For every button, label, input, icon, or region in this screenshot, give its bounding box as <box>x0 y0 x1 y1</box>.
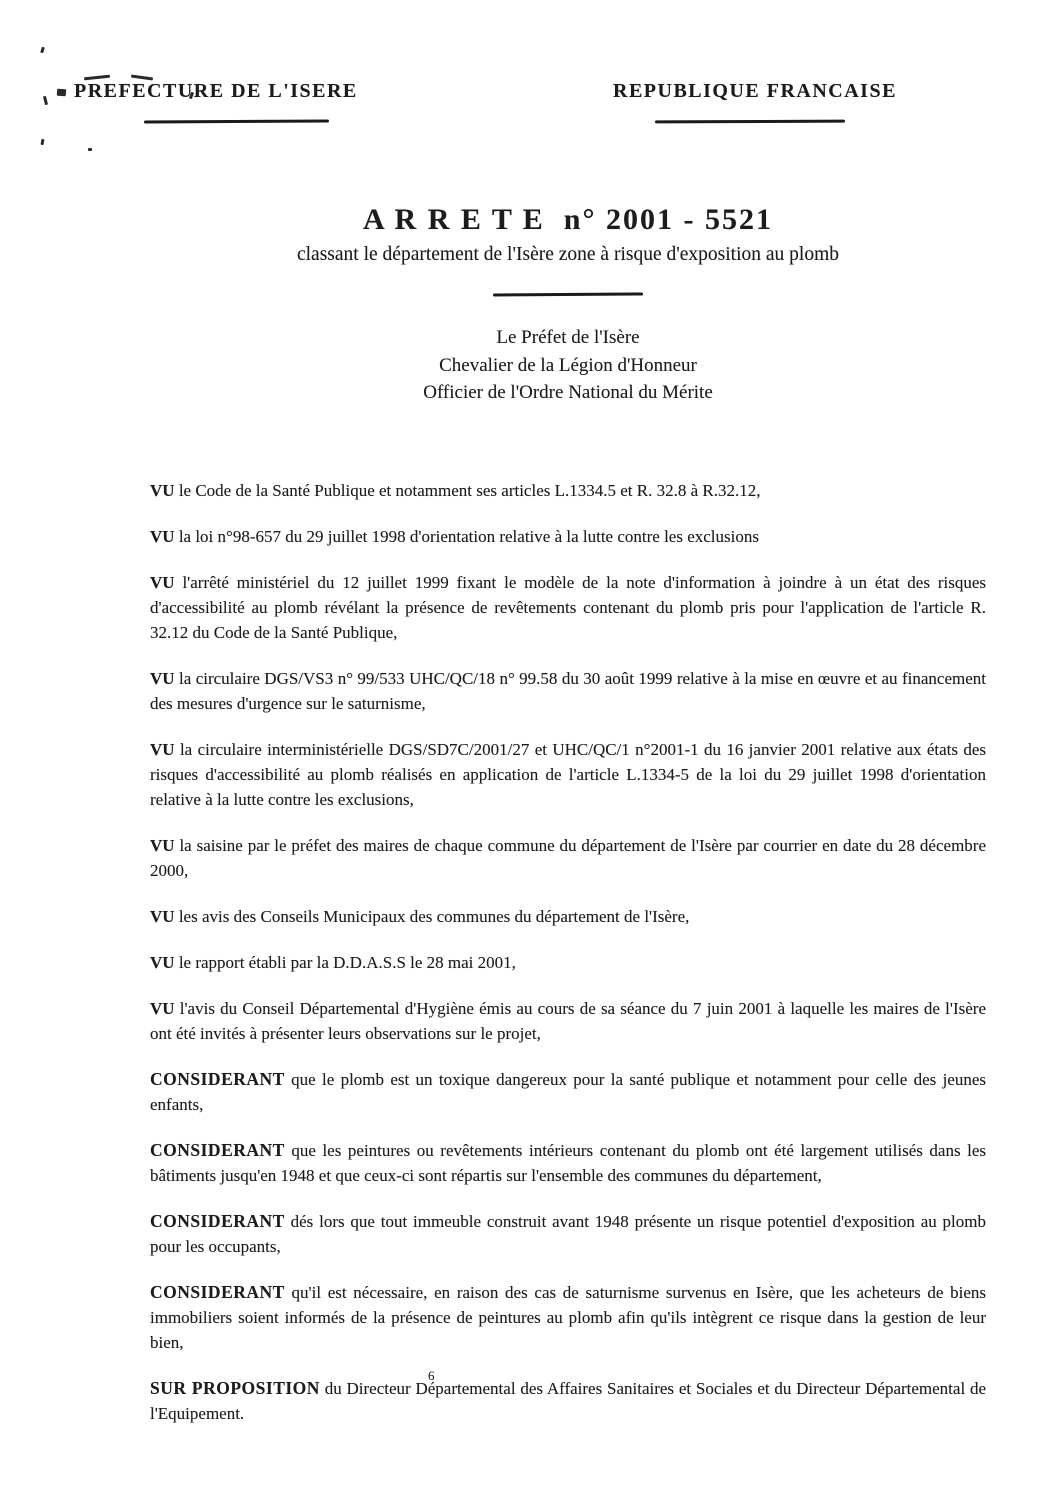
paragraph-lead: CONSIDERANT <box>150 1140 285 1160</box>
paragraph-text: la saisine par le préfet des maires de chaque commune du département de l'Isère par courrier en date du 28 décembre 2000, <box>150 836 986 880</box>
scan-speck <box>57 89 66 97</box>
header-prefecture <box>74 80 358 123</box>
paragraph-lead: VU <box>150 836 175 855</box>
paragraph-lead: VU <box>150 669 175 688</box>
decree-paragraph <box>150 570 986 645</box>
decree-paragraph <box>150 950 986 975</box>
decree-paragraph <box>150 1209 986 1259</box>
scan-speck <box>40 47 45 54</box>
paragraph-text: la circulaire interministérielle DGS/SD7C/2001/27 et UHC/QC/1 n°2001-1 du 16 janvier 2001 relative aux états des risques d'accessibilité au plomb réalisés en application de l'article L.1334-5 de la loi du 29 juillet 1998 d'orientation relative à la lutte contre les exclusions, <box>150 740 987 809</box>
header-right-rule <box>655 120 845 124</box>
paragraph-lead: CONSIDERANT <box>150 1069 285 1089</box>
paragraph-text: l'avis du Conseil Départemental d'Hygiène émis au cours de sa séance du 7 juin 2001 à laquelle les maires de l'Isère ont été invités à présenter leurs observations sur le projet, <box>150 999 986 1043</box>
decree-paragraph <box>150 1280 986 1355</box>
title-rule <box>493 292 643 296</box>
decree-paragraph <box>150 996 986 1046</box>
issuer-line-3: Officier de l'Ordre National du Mérite <box>423 382 713 403</box>
paragraph-text: qu'il est nécessaire, en raison des cas de saturnisme survenus en Isère, que les acheteurs de biens immobiliers soient informés de la présence de peintures au plomb afin qu'ils intègrent ce risque dans la gestion de leur bien, <box>150 1283 987 1352</box>
paragraph-lead: VU <box>150 481 175 500</box>
paragraph-lead: VU <box>150 953 175 972</box>
paragraph-text: la circulaire DGS/VS3 n° 99/533 UHC/QC/18 n° 99.58 du 30 août 1999 relative à la mise en œuvre et au financement des mesures d'urgence sur le saturnisme, <box>150 669 986 713</box>
paragraph-text: du Directeur Départemental des Affaires Sanitaires et Sociales et du Directeur Départemental de l'Equipement. <box>150 1379 987 1423</box>
decree-title: A R R E T E n° 2001 - 5521 <box>363 203 773 236</box>
paragraph-lead: VU <box>150 740 175 759</box>
paragraph-text: le rapport établi par la D.D.A.S.S le 28 mai 2001, <box>178 953 516 972</box>
paragraph-lead: CONSIDERANT <box>150 1211 285 1231</box>
decree-paragraph <box>150 478 986 503</box>
header-republique <box>613 80 897 123</box>
decree-paragraph <box>150 1067 986 1117</box>
paragraph-text: la loi n°98-657 du 29 juillet 1998 d'orientation relative à la lutte contre les exclusions <box>178 527 759 546</box>
paragraph-text: l'arrêté ministériel du 12 juillet 1999 fixant le modèle de la note d'information à joindre à un état des risques d'accessibilité au plomb révélant la présence de revêtements contenant du plomb pris pour l'application de l'article R. 32.12 du Code de la Santé Publique, <box>150 573 986 642</box>
decree-body <box>150 478 986 1447</box>
decree-paragraph <box>150 666 986 716</box>
decree-paragraph <box>150 1138 986 1188</box>
scan-speck <box>43 96 48 105</box>
title-block <box>150 203 986 296</box>
decree-paragraph <box>150 737 986 812</box>
issuer-line-1: Le Préfet de l'Isère <box>496 327 640 348</box>
decree-paragraph <box>150 1376 986 1426</box>
paragraph-text: que le plomb est un toxique dangereux pour la santé publique et notamment pour celle des jeunes enfants, <box>150 1070 986 1114</box>
paragraph-text: que les peintures ou revêtements intérieurs contenant du plomb ont été largement utilisés dans les bâtiments jusqu'en 1948 et que ceux-ci sont répartis sur l'ensemble des communes du département, <box>150 1141 986 1185</box>
issuer-line-2: Chevalier de la Légion d'Honneur <box>439 354 697 376</box>
paragraph-text: le Code de la Santé Publique et notamment ses articles L.1334.5 et R. 32.8 à R.32.12, <box>178 481 761 500</box>
decree-paragraph <box>150 833 986 883</box>
header-left-rule <box>144 120 329 124</box>
issuer-block <box>150 324 986 407</box>
prefecture-label: PREFECTURE DE L'ISERE <box>74 80 358 102</box>
decree-subtitle: classant le département de l'Isère zone à risque d'exposition au plomb <box>296 244 839 265</box>
decree-paragraph <box>150 904 986 929</box>
republique-label: REPUBLIQUE FRANCAISE <box>613 80 897 102</box>
paragraph-lead: VU <box>150 527 175 546</box>
paragraph-lead: VU <box>150 999 175 1018</box>
paragraph-lead: VU <box>150 907 175 926</box>
paragraph-text: dés lors que tout immeuble construit avant 1948 présente un risque potentiel d'exposition au plomb pour les occupants, <box>150 1212 986 1256</box>
paragraph-text: les avis des Conseils Municipaux des communes du département de l'Isère, <box>178 907 690 926</box>
stray-mark: 6 <box>428 1368 435 1383</box>
paragraph-lead: SUR PROPOSITION <box>150 1378 320 1398</box>
paragraph-lead: CONSIDERANT <box>150 1282 285 1302</box>
scan-speck <box>41 139 45 145</box>
decree-paragraph <box>150 524 986 549</box>
paragraph-lead: VU <box>150 573 175 592</box>
scan-speck <box>88 148 92 151</box>
